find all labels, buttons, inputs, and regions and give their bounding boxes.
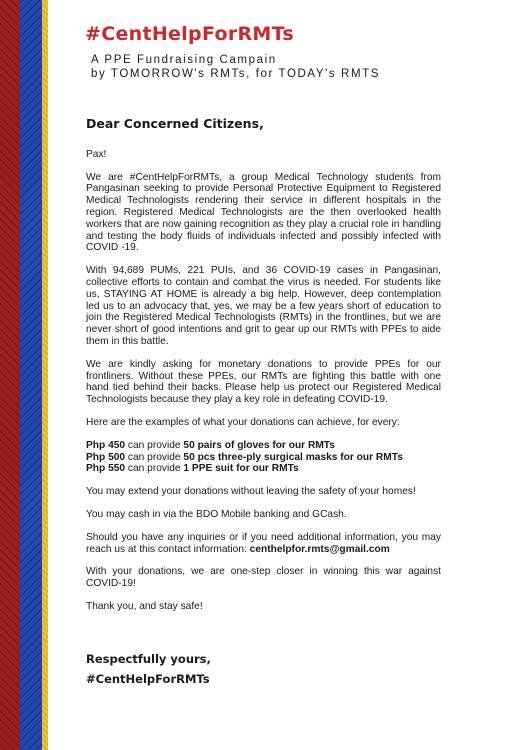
letter-body [86, 118, 441, 624]
paragraph-payment: You may cash in via the BDO Mobile banking and GCash. [86, 508, 347, 520]
campaign-tagline: by TOMORROW's RMTs, for TODAY's RMTS [91, 68, 381, 80]
paragraph-intro: We are #CentHelpForRMTs, a group Medical Technology students from Pangasinan seeking to provide Personal Protective Equipment to Registered Medical Technologists rendering their service in different hospitals in the region. Registered Medical Technologists are the then overlooked health workers that are now gaining recognition as they play a crucial role in handling and testing the body fluids of individuals infected and possibly infected with COVID -19. [86, 171, 441, 254]
blue-border-stripe [20, 0, 42, 750]
donation-example [86, 463, 441, 475]
red-border-stripe [0, 0, 20, 750]
donation-examples [86, 440, 441, 475]
paragraph-request: We are kindly asking for monetary donations to provide PPEs for our frontliners. Without these PPEs, our RMTs are fighting this battle with one hand tied behind their backs. Please help us protect our Registered Medical Technologists because they play a key role in defeating COVID-19. [86, 358, 441, 406]
donation-item: 1 PPE suit for our RMTs [183, 463, 299, 475]
salutation: Pax! [86, 148, 107, 160]
donation-connector: can provide [125, 439, 184, 451]
donation-item: 50 pcs three-ply surgical masks for our RMTs [183, 451, 403, 463]
donation-connector: can provide [125, 463, 184, 475]
paragraph-safety: You may extend your donations without leaving the safety of your homes! [86, 486, 416, 498]
letter-header [85, 22, 380, 81]
yellow-border-stripe [42, 0, 48, 750]
signature: #CentHelpForRMTs [86, 672, 210, 686]
donation-example [86, 452, 441, 464]
closing-line: Respectfully yours, [86, 652, 211, 666]
donation-example [86, 440, 441, 452]
examples-intro: Here are the examples of what your donations can achieve, for every: [86, 416, 400, 428]
paragraph-situation: With 94,689 PUMs, 221 PUIs, and 36 COVID-19 cases in Pangasinan, collective efforts to contain and combat the virus is needed. For students like us, STAYING AT HOME is already a big help. However, deep contemplation led us to an advocacy that, yes, we may be a few years short of education to join the Registered Medical Technologists (RMTs) in the frontlines, but we are never short of good intentions and grit to gear up our RMTs with PPEs to aide them in this battle. [86, 265, 441, 347]
contact-email: centhelpfor.rmts@gmail.com [249, 543, 390, 555]
donation-amount: Php 500 [86, 451, 126, 463]
donation-amount: Php 450 [86, 439, 126, 451]
donation-amount: Php 550 [86, 463, 126, 475]
paragraph-thanks: Thank you, and stay safe! [86, 600, 203, 612]
greeting: Dear Concerned Citizens, [86, 116, 264, 131]
donation-connector: can provide [125, 451, 184, 463]
contact-text: Should you have any inquiries or if you need additional information, you may reach us at this contact information: [86, 531, 441, 555]
paragraph-closing-hope: With your donations, we are one-step closer in winning this war against COVID-19! [86, 566, 441, 590]
paragraph-contact [86, 532, 441, 556]
letter-closing [86, 649, 211, 689]
campaign-title: #CentHelpForRMTs [85, 23, 294, 45]
donation-item: 50 pairs of gloves for our RMTs [183, 439, 335, 451]
campaign-subtitle: A PPE Fundraising Campain [91, 54, 277, 66]
